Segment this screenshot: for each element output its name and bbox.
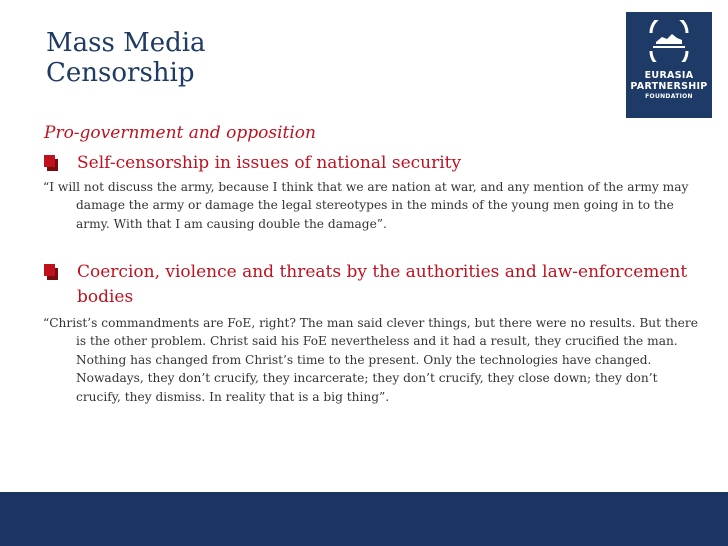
bullet-text: Self-censorship in issues of national security [77,153,462,173]
globe-emblem-icon [648,20,690,62]
checkbox-bullet-icon [44,264,58,280]
title-line-2: Censorship [46,58,195,88]
section-subtitle: Pro-government and opposition [44,123,316,143]
quote-text: “Christ’s commandments are FoE, right? The man said clever things, but there were no results. But there is the other problem. Christ said his FoE nevertheless and it had a result, they crucified the man. Nothing has changed from Christ’s time to the present. Only the technologies have changed. Nowadays, they don’t crucify, they incarcerate; they don’t crucify, they close down; they don’t crucify, they dismiss. In reality that is a big thing”. [43,316,698,404]
quote-army [43,178,705,233]
footer-bar [0,492,728,546]
quote-text: “I will not discuss the army, because I think that we are nation at war, and any mention of the army may damage the army or damage the legal stereotypes in the minds of the young men going in to the army. With that I am causing double the damage”. [43,180,689,231]
logo-line-3: FOUNDATION [645,93,693,100]
slide-title [46,28,206,88]
title-line-1: Mass Media [46,28,206,58]
logo-line-2: PARTNERSHIP [630,81,708,92]
eurasia-partnership-logo [626,12,712,118]
logo-line-1: EURASIA [644,70,694,81]
quote-christ [43,314,705,406]
checkbox-bullet-icon [44,155,58,171]
bullet-text: Coercion, violence and threats by the authorities and law-enforcement bodies [77,262,688,307]
logo-wordmark [626,70,712,101]
